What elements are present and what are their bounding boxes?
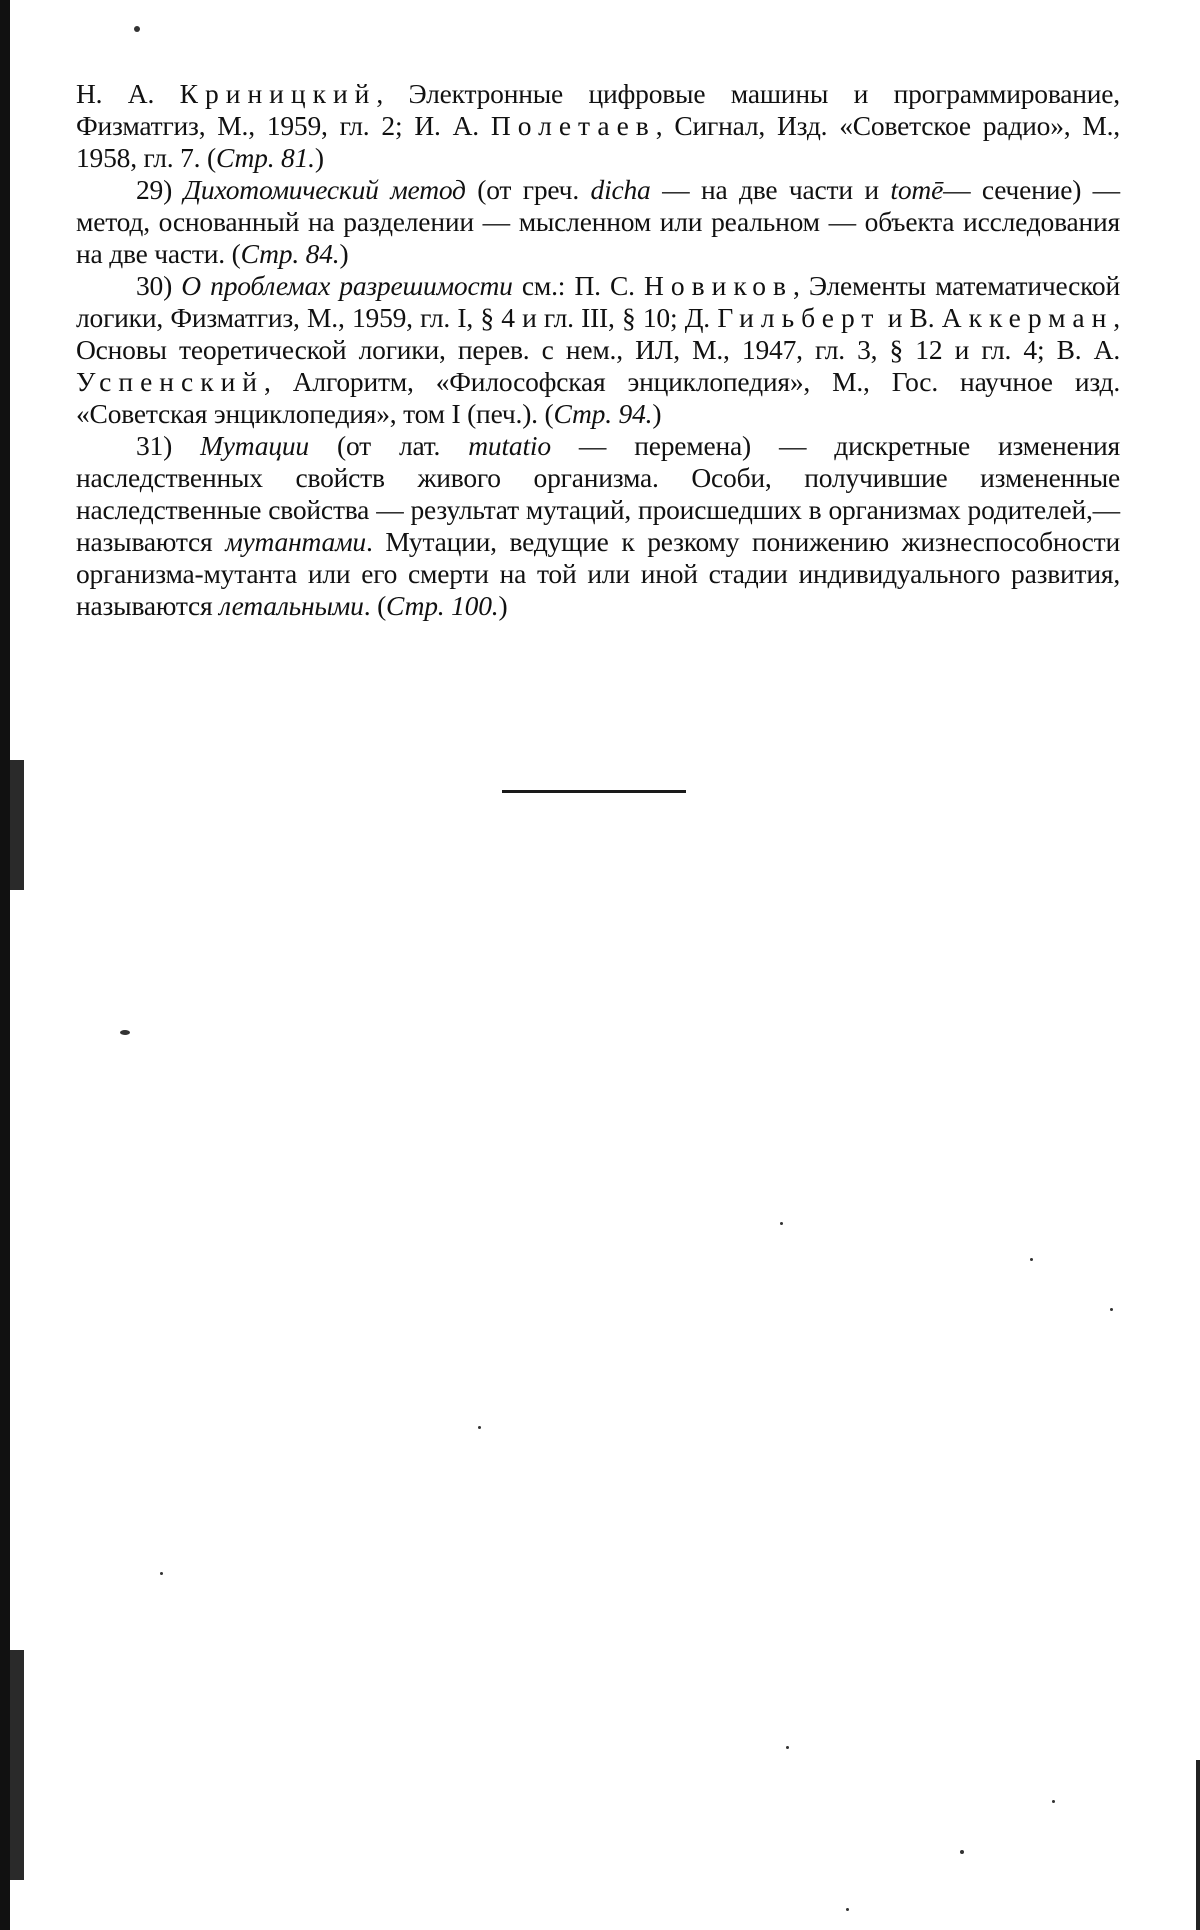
binding-fray-upper (10, 760, 24, 890)
page-reference: Стр. 94. (553, 398, 653, 429)
binding-fray-lower (10, 1650, 24, 1880)
footnote-30: 30) О проблемах разрешимости см.: П. С. Новиков, Элементы математической логики, Физматгиз, М., 1959, гл. I, § 4 и гл. III, § 10; Д. Гильберт и В. Аккерман, Основы теоретической логики, перев. с нем., ИЛ, М., 1947, гл. 3, § 12 и гл. 4; В. А. Успенский, Алгоритм, «Философская энциклопедия», М., Гос. научное изд. «Советская энциклопедия», том I (печ.). (Стр. 94.) (76, 270, 1121, 429)
page-reference: Стр. 81. (215, 142, 315, 173)
scan-speck (1052, 1800, 1055, 1803)
scan-speck (846, 1908, 849, 1911)
footnote-term: Мутации (200, 430, 309, 461)
scan-speck (1110, 1308, 1113, 1311)
page-reference: Стр. 100. (386, 590, 499, 621)
footnote-term: О проблемах разрешимости (181, 270, 513, 301)
scan-speck (160, 1572, 163, 1575)
section-end-rule (502, 790, 686, 793)
scan-speck (786, 1746, 789, 1749)
author-name: Гильберт (717, 302, 881, 333)
page-binding-edge (0, 0, 10, 1930)
author-initials: Н. А. (76, 78, 155, 109)
scan-speck (478, 1426, 481, 1429)
footnote-continuation: Н. А. Криницкий, Электронные цифровые машины и программирование, Физматгиз, М., 1959, гл. 2; И. А. Полетаев, Сигнал, Изд. «Советское радио», М., 1958, гл. 7. (Стр. 81.) (76, 78, 1120, 173)
scan-speck (120, 1030, 130, 1035)
scan-speck (1030, 1258, 1033, 1261)
author-name: Аккерман (941, 302, 1114, 333)
page-right-edge-mark (1196, 1760, 1200, 1930)
scan-speck (780, 1222, 783, 1225)
author-name: Новиков (644, 270, 794, 301)
scan-speck (960, 1850, 964, 1854)
footnote-number: 30) (136, 270, 173, 301)
scan-speck (134, 26, 140, 32)
footnote-number: 31) (136, 430, 173, 461)
footnotes-text-block (76, 78, 1120, 622)
footnote-number: 29) (136, 174, 173, 205)
author-name: Криницкий (179, 78, 377, 109)
footnote-31: 31) Мутации (от лат. mutatio — перемена) — дискретные изменения наследственных свойств живого организма. Особи, получившие измененные наследственные свойства — результат мутаций, происшедших в организмах родителей,— называются мутантами. Мутации, ведущие к резкому понижению жизнеспособности организма-мутанта или его смерти на той или иной стадии индивидуального развития, называются летальными. (Стр. 100.) (76, 430, 1120, 621)
author-initials: И. А. (414, 110, 479, 141)
author-name: Успенский (76, 366, 265, 397)
page-reference: Стр. 84. (240, 238, 340, 269)
footnote-term: Дихотомический метод (183, 174, 466, 205)
footnote-29: 29) Дихотомический метод (от греч. dicha — на две части и tomē— сечение) — метод, основанный на разделении — мысленном или реальном — объекта исследования на две части. (Стр. 84.) (76, 174, 1120, 269)
author-name: Полетаев (490, 110, 656, 141)
